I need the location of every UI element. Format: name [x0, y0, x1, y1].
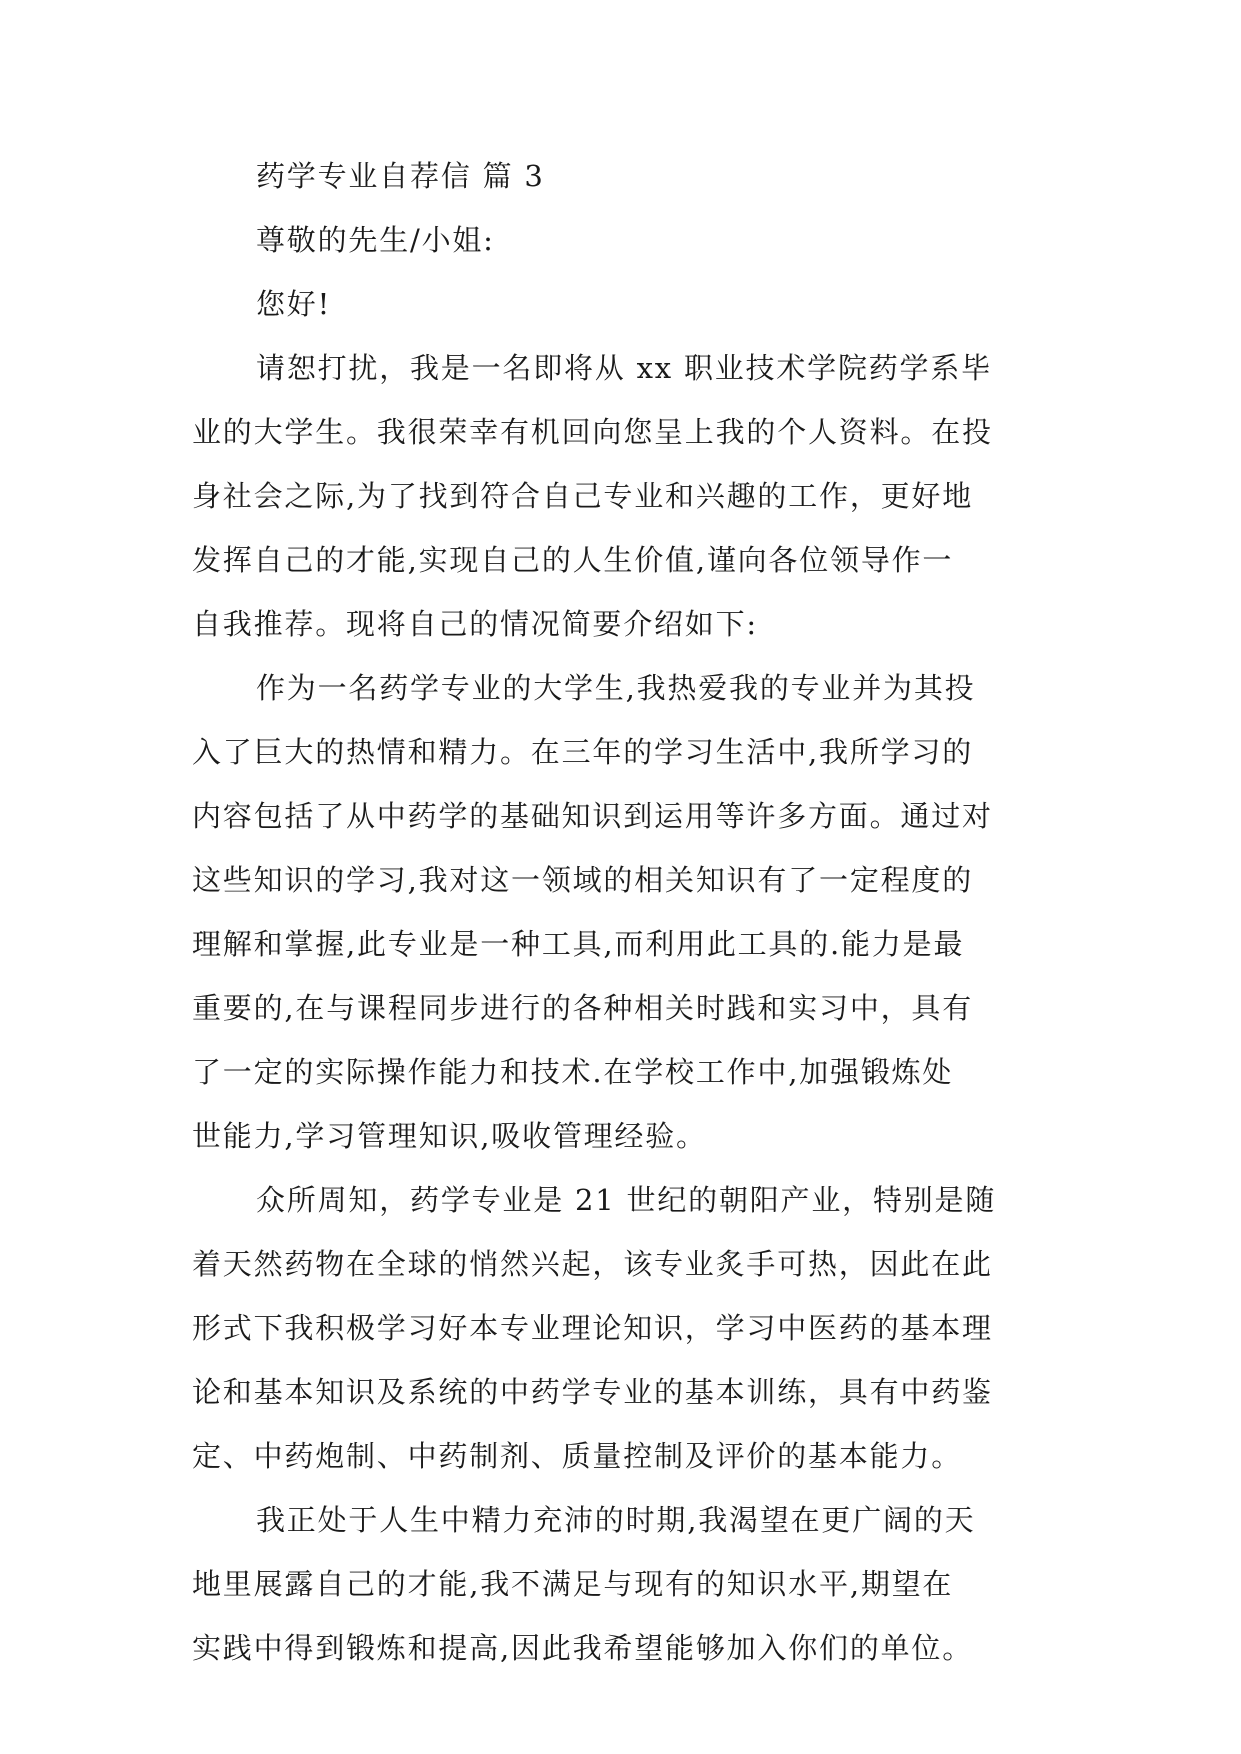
salutation: 尊敬的先生/小姐:	[256, 223, 495, 257]
paragraph-line: 入了巨大的热情和精力。在三年的学习生活中,我所学习的	[192, 735, 974, 769]
paragraph-line: 我正处于人生中精力充沛的时期,我渴望在更广阔的天	[256, 1503, 976, 1537]
paragraph-line: 论和基本知识及系统的中药学专业的基本训练，具有中药鉴	[192, 1375, 993, 1409]
paragraph-line: 发挥自己的才能,实现自己的人生价值,谨向各位领导作一	[192, 543, 954, 577]
paragraph-line: 实践中得到锻炼和提高,因此我希望能够加入你们的单位。	[192, 1631, 974, 1665]
paragraph-line: 着天然药物在全球的悄然兴起，该专业炙手可热，因此在此	[192, 1247, 993, 1281]
paragraph-line: 内容包括了从中药学的基础知识到运用等许多方面。通过对	[192, 799, 993, 833]
document-body	[192, 156, 1052, 1692]
paragraph-line: 身社会之际,为了找到符合自己专业和兴趣的工作，更好地	[192, 479, 974, 513]
paragraph-line: 作为一名药学专业的大学生,我热爱我的专业并为其投	[256, 671, 976, 705]
paragraph-line: 自我推荐。现将自己的情况简要介绍如下:	[192, 607, 758, 641]
document-title: 药学专业自荐信 篇 3	[256, 159, 545, 193]
paragraph-line: 定、中药炮制、中药制剂、质量控制及评价的基本能力。	[192, 1439, 963, 1473]
paragraph-line: 业的大学生。我很荣幸有机回向您呈上我的个人资料。在投	[192, 415, 993, 449]
paragraph-line: 了一定的实际操作能力和技术.在学校工作中,加强锻炼处	[192, 1055, 954, 1089]
paragraph-line: 地里展露自己的才能,我不满足与现有的知识水平,期望在	[192, 1567, 954, 1601]
paragraph-line: 世能力,学习管理知识,吸收管理经验。	[192, 1119, 707, 1153]
paragraph-line: 这些知识的学习,我对这一领域的相关知识有了一定程度的	[192, 863, 974, 897]
paragraph-line: 重要的,在与课程同步进行的各种相关时践和实习中，具有	[192, 991, 974, 1025]
paragraph-line: 形式下我积极学习好本专业理论知识，学习中医药的基本理	[192, 1311, 993, 1345]
paragraph-line: 请恕打扰，我是一名即将从 xx 职业技术学院药学系毕	[256, 351, 992, 385]
greeting: 您好!	[256, 287, 332, 321]
paragraph-line: 理解和掌握,此专业是一种工具,而利用此工具的.能力是最	[192, 927, 965, 961]
paragraph-line: 众所周知，药学专业是 21 世纪的朝阳产业，特别是随	[256, 1183, 997, 1217]
